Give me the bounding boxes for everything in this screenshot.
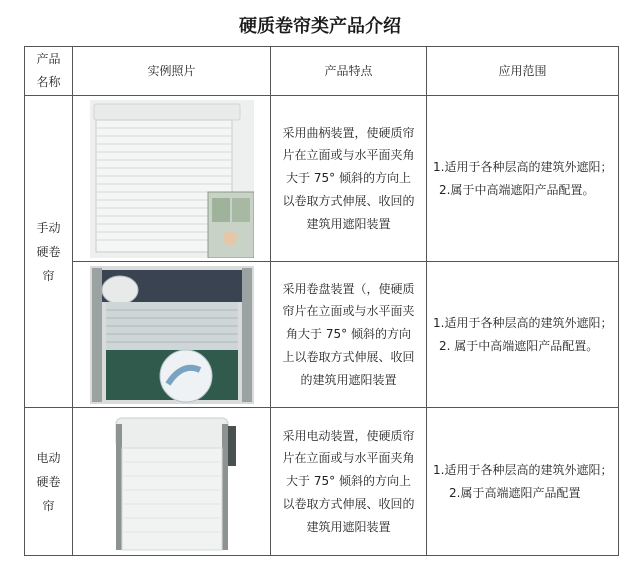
application-cell [427,262,619,408]
table-row [25,262,619,408]
feature-line: 片在立面或与水平面夹角 [282,451,415,466]
feature-line: 采用曲柄装置，使硬质帘 [282,125,415,140]
photo-cell [73,262,271,408]
product-name-line: 帘 [42,498,55,513]
photo-cell [73,96,271,262]
feature-line: 建筑用遮阳装置 [306,519,391,534]
feature-line: 大于 75° 倾斜的方向上 [286,171,411,186]
header-photo: 实例照片 [73,47,271,96]
features-cell [271,96,427,262]
product-table [24,46,619,556]
page-title: 硬质卷帘类产品介绍 [239,16,401,37]
application-line: 2.属于中高端遮阳产品配置。 [439,182,595,197]
application-line: 2. 属于中高端遮阳产品配置。 [439,338,599,353]
product-name-line: 帘 [42,268,55,283]
photo-cell [73,408,271,556]
feature-line: 角大于 75° 倾斜的方向 [286,327,411,342]
table-row [25,96,619,262]
feature-line: 建筑用遮阳装置 [306,216,391,231]
product-name-line: 电动 [36,450,61,465]
feature-line: 采用卷盘装置（，使硬质 [282,281,415,296]
feature-line: 片在立面或与水平面夹角 [282,148,415,163]
header-row [25,47,619,96]
electric-shutter-photo [102,412,242,552]
features-cell [271,262,427,408]
product-name-manual [25,96,73,408]
product-name-line: 硬卷 [36,244,61,259]
application-cell [427,96,619,262]
feature-line: 以卷取方式伸展、收回的 [282,496,415,511]
feature-line: 上以卷取方式伸展、收回 [282,349,415,364]
feature-line: 以卷取方式伸展、收回的 [282,193,415,208]
header-features: 产品特点 [271,47,427,96]
application-line: 1.适用于各种层高的建筑外遮阳； [433,462,613,477]
header-name-line: 产品 [36,52,61,67]
table-row [25,408,619,556]
application-cell [427,408,619,556]
header-name-line: 名称 [36,75,61,89]
feature-line: 采用电动装置，使硬质帘 [282,428,415,443]
product-name-electric [25,408,73,556]
features-cell [271,408,427,556]
manual-crank-shutter-photo [90,100,254,258]
header-name [25,47,73,96]
product-name-line: 硬卷 [36,474,61,489]
feature-line: 的建筑用遮阳装置 [300,372,397,387]
manual-reel-shutter-photo [90,266,254,404]
application-line: 1.适用于各种层高的建筑外遮阳； [433,159,613,174]
application-line: 1.适用于各种层高的建筑外遮阳； [433,315,613,330]
application-line: 2.属于高端遮阳产品配置 [449,485,581,500]
feature-line: 大于 75° 倾斜的方向上 [286,474,411,489]
header-application: 应用范围 [427,47,619,96]
feature-line: 帘片在立面或与水平面夹 [282,304,415,319]
product-name-line: 手动 [36,220,61,235]
